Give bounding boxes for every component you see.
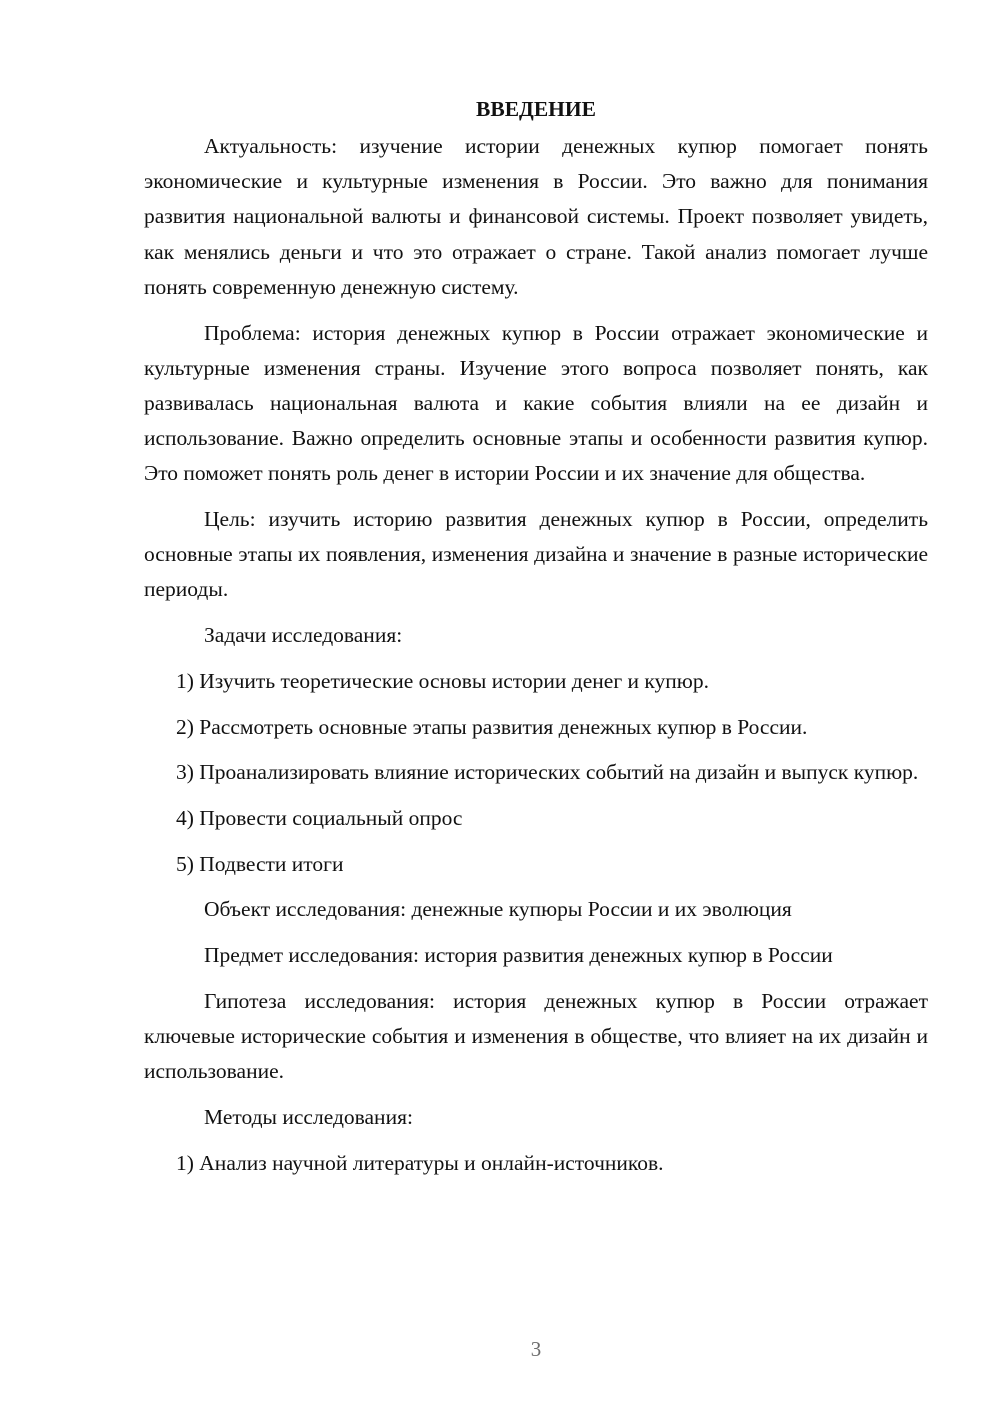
relevance-paragraph: Актуальность: изучение истории денежных купюр помогает понять экономические и культурные изменения в России. Это важно для понимания развития национальной валюты и финансовой системы. Проект позволяет увидеть, как менялись деньги и что это отражает о стране. Такой анализ помогает лучше понять современную денежную систему.	[144, 134, 928, 299]
goal-paragraph: Цель: изучить историю развития денежных купюр в России, определить основные этапы их появления, изменения дизайна и значение в разные исторические периоды.	[144, 507, 928, 602]
task-item: 3) Проанализировать влияние исторических событий на дизайн и выпуск купюр.	[176, 760, 919, 785]
tasks-heading: Задачи исследования:	[204, 623, 403, 648]
task-item: 1) Изучить теоретические основы истории денег и купюр.	[176, 668, 709, 693]
page-title: ВВЕДЕНИЕ	[476, 97, 596, 121]
object-paragraph: Объект исследования: денежные купюры России и их эволюция	[204, 897, 792, 922]
task-item: 2) Рассмотреть основные этапы развития денежных купюр в России.	[176, 714, 808, 739]
page-number: 3	[530, 1337, 542, 1361]
task-item: 4) Провести социальный опрос	[176, 805, 463, 830]
problem-paragraph: Проблема: история денежных купюр в России отражает экономические и культурные изменения страны. Изучение этого вопроса позволяет понять, как развивалась национальная валюта и какие события влияли на ее дизайн и использование. Важно определить основные этапы и особенности развития купюр. Это поможет понять роль денег в истории России и их значение для общества.	[144, 320, 928, 486]
methods-heading: Методы исследования:	[204, 1104, 413, 1129]
method-item: 1) Анализ научной литературы и онлайн-источников.	[176, 1150, 664, 1175]
page-content	[144, 92, 928, 1191]
hypothesis-paragraph: Гипотеза исследования: история денежных купюр в России отражает ключевые исторические события и изменения в обществе, что влияет на их дизайн и использование.	[144, 988, 928, 1084]
subject-paragraph: Предмет исследования: история развития денежных купюр в России	[204, 943, 833, 968]
task-item: 5) Подвести итоги	[176, 851, 344, 876]
